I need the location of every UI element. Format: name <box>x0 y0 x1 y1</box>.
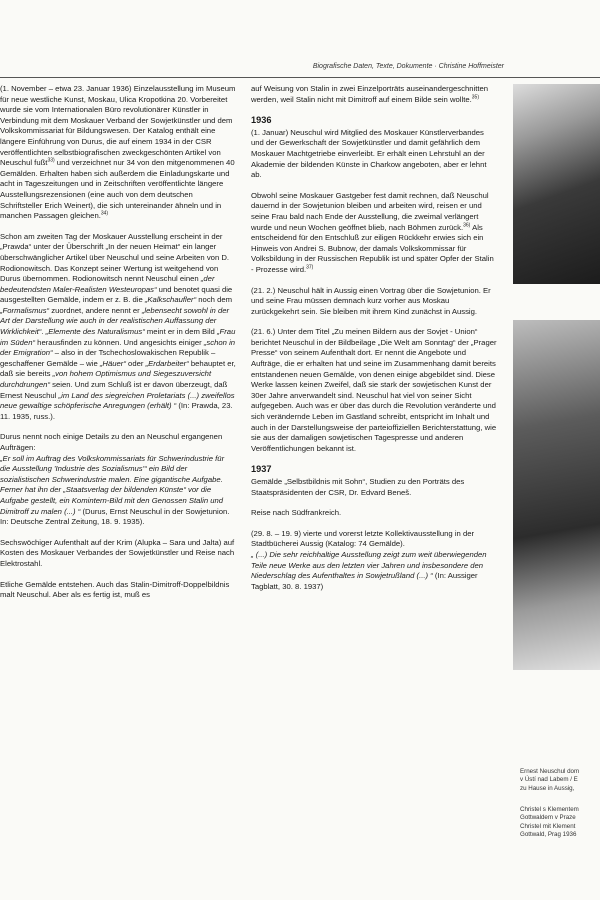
running-header: Biografische Daten, Texte, Dokumente · Christine Hoffmeister <box>312 63 504 70</box>
paragraph-crimea-stay: Sechswöchiger Aufenthalt auf der Krim (Alupka – Sara und Jalta) auf Kosten des Moskauer Verbandes der Sowjetkünstler und Reise nach Elektrostahl. <box>0 537 235 568</box>
year-heading-1936: 1936 <box>251 115 272 126</box>
paragraph-1936-membership: (1. Januar) Neuschul wird Mitglied des Moskauer Künstlerverbandes und der Gewerkschaft der Sowjetkünstler und damit gefährlich dem Moskauer Machtgetriebe einverleibt. Er erhält einen Lehrstuhl an der Akademie der bildenden Künste in Charkow angeboten, aber er lehnt ab. <box>251 127 487 180</box>
paragraph-exhibition-moscow: (1. November – etwa 23. Januar 1936) Einzelausstellung im Museum für neue westliche Kunst, Moskau, Ulica Kropotkina 20. Vorbereitet wurde sie vom Internationalen Büro revolutionärer Künstler in Verbindung mit dem Moskauer Verband der Sowjetkünstler und dem Volkskommissariat für Bildungswesen. Der Katalog enthält eine längere Einführung von Durus, die auf einem 1934 in der CSR veröffentlichten selbstbiografischen zweckgeschönten Artikel von Neuschul fußt$^{33)}$ und verzeichnet nur 34 von den mitgenommenen 40 Gemälden. Erhalten haben sich außerdem die Einladungskarte und acht in Tageszeitungen und in Zeitschriften veröffentlichte längere Ausstellungsrezensionen (eine auch von dem deutschen Schriftsteller Erich Weinert), die sich untereinander ähneln und in manchen Passagen gleichen.$^{34)}$ <box>0 84 236 221</box>
caption-christel-gottwald: Christel s Klementem Gottwaldem v Praze Christel mit Klement Gottwald, Prag 1936 <box>520 806 579 839</box>
paragraph-1936-return: Obwohl seine Moskauer Gastgeber fest damit rechnen, daß Neuschul dauernd in der Sowjetunion bleiben und arbeiten wird, reisen er und seine Frau bald nach Ende der Ausstellung, die zweimal verlängert wurde und neun Wochen geöffnet blieb, nach Böhmen zurück.$^{36)}$ Als entscheidend für den Entschluß zur eiligen Rückkehr erwies sich ein Hinweis von Andrei S. Bubnow, der damals Volkskommissar für Volksbildung in der Russischen Republik ist und später Opfer der Stalin - Prozesse wird.$^{37)}$ <box>251 190 494 274</box>
paragraph-prawda-review: Schon am zweiten Tag der Moskauer Ausstellung erscheint in der „Prawda“ unter der Überschrift „In der neuen Heimat“ ein langer überschwänglicher Artikel über Neuschul und seine Arbeiten von D. Rodionowitsch. Das Konzept seiner Wertung ist weitgehend von Durus übernommen. Rodionowitsch nennt Neuschul einen „der bedeutendsten Maler-Realisten Westeuropas“ und benotet quasi die ausgestellten Gemälde, indem er z. B. die „Kalkschaufler“ noch dem „Formalismus“ zuordnet, andere nennt er „lebensecht sowohl in der Art der Darstellung wie auch in der realistischen Auffassung der Wirklichkeit“. „Elemente des Naturalismus“ meint er in dem Bild „Frau im Süden“ herausfinden zu können. Und angesichts einiger „schon in der Emigration“ – also in der Tschechoslowakischen Republik – geschaffener Gemälde – wie „Häuer“ oder „Erdarbeiter“ behauptet er, daß sie bereits „von hohem Optimismus und Siegeszuversicht durchdrungen“ seien. Und zum Schluß ist er davon überzeugt, daß Ernest Neuschul „im Land des siegreichen Proletariats (...) zweifellos neue gewaltige schöpferische Anregungen (erhält) “ (In: Prawda, 23. 11. 1935, russ.). <box>0 231 236 421</box>
header-rule <box>0 77 600 78</box>
photo-christel-with-gottwald <box>513 320 600 670</box>
middle-column <box>251 84 497 602</box>
caption-neuschul-home: Ernest Neuschul dom v Ústí nad Labem / E zu Hause in Aussig, <box>520 768 580 792</box>
photo-neuschul-at-home <box>513 84 600 284</box>
left-column <box>0 84 236 611</box>
paragraph-1936-lecture: (21. 2.) Neuschul hält in Aussig einen Vortrag über die Sowjetunion. Er und seine Frau müssen demnach kurz vorher aus Moskau zurückgekehrt sein. Sie bleiben mit ihrem Kind zunächst in Aussig. <box>251 285 491 316</box>
paragraph-1936-prager-presse: (21. 6.) Unter dem Titel „Zu meinen Bildern aus der Sovjet - Union“ berichtet Neuschul in der Bildbeilage „Die Welt am Sonntag“ der „Prager Presse“ von seinem Aufenthalt dort. Er nennt die Angebote und Aufträge, die er erhalten hat und seine im Zusammenhang damit bereits entstandenen neuen Gemälde, von denen einige abgebildet sind. Diese Werke lassen keinen Zweifel, daß sie stark der sowjetischen Kunst der 30er Jahre anverwandelt sind. Neuschul hat viel von seiner Sicht aufgegeben. Auch was er über das durch die Revolution veränderte und sich verändernde Leben im Gastland schreibt, entspricht im Inhalt und auch in der Darstellungsweise der parteioffiziellen Berichterstattung, wie sie aus der damaligen sowjetischen Tagespresse und anderen Veröffentlichungen bekannt ist. <box>251 327 497 453</box>
paragraph-1937-exhibition: (29. 8. – 19. 9) vierte und vorerst letzte Kollektivausstellung in der Stadtbücherei Aussig (Katalog: 74 Gemälde). „ (...) Die sehr reichhaltige Ausstellung zeigt zum weit überwiegenden Teile neue Werke aus den letzten vier Jahren und insbesondere den Niederschlag des Aufenthaltes in Sowjetrußland (...) “ (In: Aussiger Tagblatt, 30. 8. 1937) <box>251 528 487 591</box>
paragraph-portrait-cut: auf Weisung von Stalin in zwei Einzelporträts auseinandergeschnitten werden, weil Stalin nicht mit Dimitroff auf einem Bilde sein wollte.$^{35)}$ <box>251 84 489 104</box>
paragraph-1937-paintings: Gemälde „Selbstbildnis mit Sohn“, Studien zu den Porträts des Staatspräsidenten der CSR, Dr. Edvard Beneš. <box>251 477 465 497</box>
year-heading-1937: 1937 <box>251 464 272 475</box>
paragraph-durus-commissions: Durus nennt noch einige Details zu den an Neuschul ergangenen Aufträgen: „Er soll im Auftrag des Volkskommissariats für Schwerindustrie für die Ausstellung 'Industrie des Sozialismus'“ ein Bild der sozialistischen Schwerindustrie malen. Eine gigantische Aufgabe. Ferner hat ihn der „Staatsverlag der bildenden Künste“ vor die Aufgabe gestellt, ein Komintern-Bild mit den Genossen Stalin und Dimitroff zu malen (...) “ (Durus, Ernst Neuschul in der Sowjetunion. In: Deutsche Zentral Zeitung, 18. 9. 1935). <box>0 432 230 527</box>
paragraph-stalin-dimitroff-portrait: Etliche Gemälde entstehen. Auch das Stalin-Dimitroff-Doppelbildnis malt Neuschul. Aber als es fertig ist, muß es <box>0 579 230 600</box>
paragraph-1937-travel: Reise nach Südfrankreich. <box>251 508 342 518</box>
